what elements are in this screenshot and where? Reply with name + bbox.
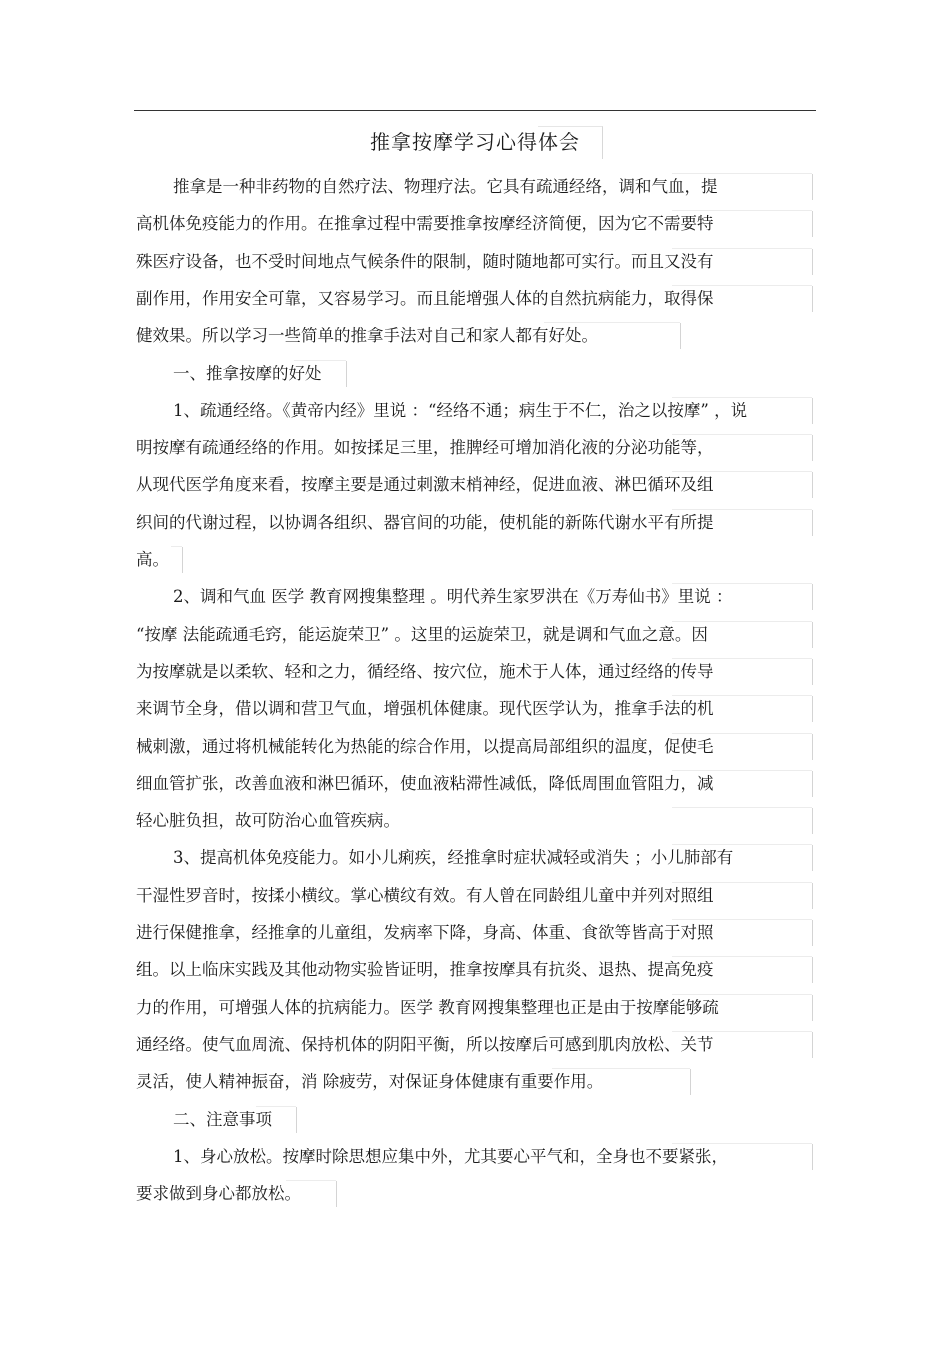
scan-edge-mark — [690, 1069, 691, 1095]
text-line: 殊医疗设备，也不受时间地点气候条件的限制，随时随地都可实行。而且又没有 — [136, 247, 812, 284]
scan-edge-mark — [672, 956, 812, 957]
scan-edge-mark — [812, 1032, 813, 1058]
scan-edge-mark — [286, 1180, 336, 1181]
scan-edge-mark — [812, 472, 813, 498]
scan-edge-mark — [672, 994, 812, 995]
text-line: 为按摩就是以柔软、轻和之力，循经络、按穴位，施术于人体，通过经络的传导 — [136, 657, 812, 694]
scan-edge-mark — [182, 547, 183, 573]
scan-edge-mark — [672, 1143, 812, 1144]
scan-edge-mark — [812, 920, 813, 946]
scan-edge-mark — [544, 322, 680, 323]
scan-edge-mark — [812, 286, 813, 312]
text-line: 高。 — [136, 545, 812, 582]
scan-edge-mark — [672, 807, 812, 808]
scan-edge-mark — [672, 621, 812, 622]
scan-edge-mark — [672, 248, 812, 249]
scan-edge-mark — [294, 360, 347, 361]
scan-edge-mark — [336, 1181, 337, 1207]
scan-edge-mark — [672, 882, 812, 883]
text-line: 健效果。所以学习一些简单的推拿手法对自己和家人都有好处。 — [136, 321, 812, 358]
scan-edge-mark — [672, 397, 812, 398]
scan-edge-mark — [812, 957, 813, 983]
scan-edge-mark — [812, 510, 813, 536]
document-title: 推拿按摩学习心得体会 — [370, 130, 580, 154]
scan-edge-mark — [672, 471, 812, 472]
scan-edge-mark — [672, 434, 812, 435]
text-line: 要求做到身心都放松。 — [136, 1179, 812, 1216]
scan-edge-mark — [812, 249, 813, 275]
scan-edge-mark — [552, 1068, 691, 1069]
text-line: 二、注意事项 — [136, 1105, 812, 1142]
scan-edge-mark — [812, 771, 813, 797]
scan-edge-mark — [672, 210, 812, 211]
scan-edge-mark — [256, 1106, 296, 1107]
text-line: 织间的代谢过程，以协调各组织、器官间的功能，使机能的新陈代谢水平有所提 — [136, 508, 812, 545]
text-line: 灵活，使人精神振奋，消 除疲劳，对保证身体健康有重要作用。 — [136, 1067, 812, 1104]
scan-edge-mark — [812, 174, 813, 200]
scan-edge-mark — [672, 658, 812, 659]
text-line: 从现代医学角度来看，按摩主要是通过刺激末梢神经，促进血液、淋巴循环及组 — [136, 470, 812, 507]
text-line: 明按摩有疏通经络的作用。如按揉足三里，推脾经可增加消化液的分泌功能等， — [136, 433, 812, 470]
scan-edge-mark — [812, 435, 813, 461]
scan-edge-mark — [672, 1031, 812, 1032]
header-rule — [134, 110, 816, 111]
scan-edge-mark — [812, 1144, 813, 1170]
scan-edge-mark — [171, 546, 183, 547]
text-line: 2、调和气血 医学 教育网搜集整理 。明代养生家罗洪在《万寿仙书》里说 ： — [136, 582, 812, 619]
text-line: 来调节全身，借以调和营卫气血，增强机体健康。现代医学认为，推拿手法的机 — [136, 694, 812, 731]
scan-edge-mark — [672, 770, 812, 771]
scan-edge-mark — [812, 808, 813, 834]
scan-edge-mark — [812, 845, 813, 871]
scan-edge-mark — [672, 733, 812, 734]
scan-edge-mark — [812, 659, 813, 685]
scan-edge-mark — [812, 211, 813, 237]
scan-edge-mark — [812, 398, 813, 424]
scan-edge-mark — [346, 361, 347, 387]
text-line: 干湿性罗音时，按揉小横纹。掌心横纹有效。有人曾在同龄组儿童中并列对照组 — [136, 881, 812, 918]
text-line: 细血管扩张，改善血液和淋巴循环，使血液粘滞性减低，降低周围血管阻力，减 — [136, 769, 812, 806]
scan-edge-mark — [672, 919, 812, 920]
scan-edge-mark — [672, 695, 812, 696]
scan-edge-mark — [812, 584, 813, 610]
text-line: 械刺激，通过将机械能转化为热能的综合作用，以提高局部组织的温度，促使毛 — [136, 732, 812, 769]
text-line: 组。以上临床实践及其他动物实验皆证明，推拿按摩具有抗炎、退热、提高免疫 — [136, 955, 812, 992]
text-line: “按摩 法能疏通毛窍，能运旋荣卫” 。这里的运旋荣卫，就是调和气血之意。因 — [136, 620, 812, 657]
text-line: 推拿是一种非药物的自然疗法、物理疗法。它具有疏通经络，调和气血，提 — [136, 172, 812, 209]
scan-edge-mark — [672, 173, 812, 174]
text-line: 副作用，作用安全可靠，又容易学习。而且能增强人体的自然抗病能力，取得保 — [136, 284, 812, 321]
scan-edge-mark — [812, 734, 813, 760]
scan-edge-mark — [812, 622, 813, 648]
scan-edge-mark — [812, 696, 813, 722]
text-line: 3、提高机体免疫能力。如小儿痢疾，经推拿时症状减轻或消失 ；小儿肺部有 — [136, 843, 812, 880]
text-line: 1、疏通经络。《黄帝内经》里说 ：“经络不通；病生于不仁，治之以按摩” ，说 — [136, 396, 812, 433]
scan-edge-mark — [672, 583, 812, 584]
scan-edge-mark — [672, 509, 812, 510]
text-line: 一、推拿按摩的好处 — [136, 359, 812, 396]
text-line: 轻心脏负担，故可防治心血管疾病。 — [136, 806, 812, 843]
text-line: 1、身心放松。按摩时除思想应集中外，尤其要心平气和，全身也不要紧张， — [136, 1142, 812, 1179]
scan-edge-mark — [672, 285, 812, 286]
scan-edge-mark — [680, 323, 681, 349]
scan-edge-mark — [812, 995, 813, 1021]
text-line: 通经络。使气血周流、保持机体的阴阳平衡，所以按摩后可感到肌肉放松、关节 — [136, 1030, 812, 1067]
scan-edge-mark — [672, 844, 812, 845]
scan-edge-mark — [812, 883, 813, 909]
text-line: 高机体免疫能力的作用。在推拿过程中需要推拿按摩经济简便，因为它不需要特 — [136, 209, 812, 246]
text-line: 力的作用，可增强人体的抗病能力。医学 教育网搜集整理也正是由于按摩能够疏 — [136, 993, 812, 1030]
text-line: 进行保健推拿，经推拿的儿童组，发病率下降，身高、体重、食欲等皆高于对照 — [136, 918, 812, 955]
scan-edge-mark — [296, 1107, 297, 1133]
